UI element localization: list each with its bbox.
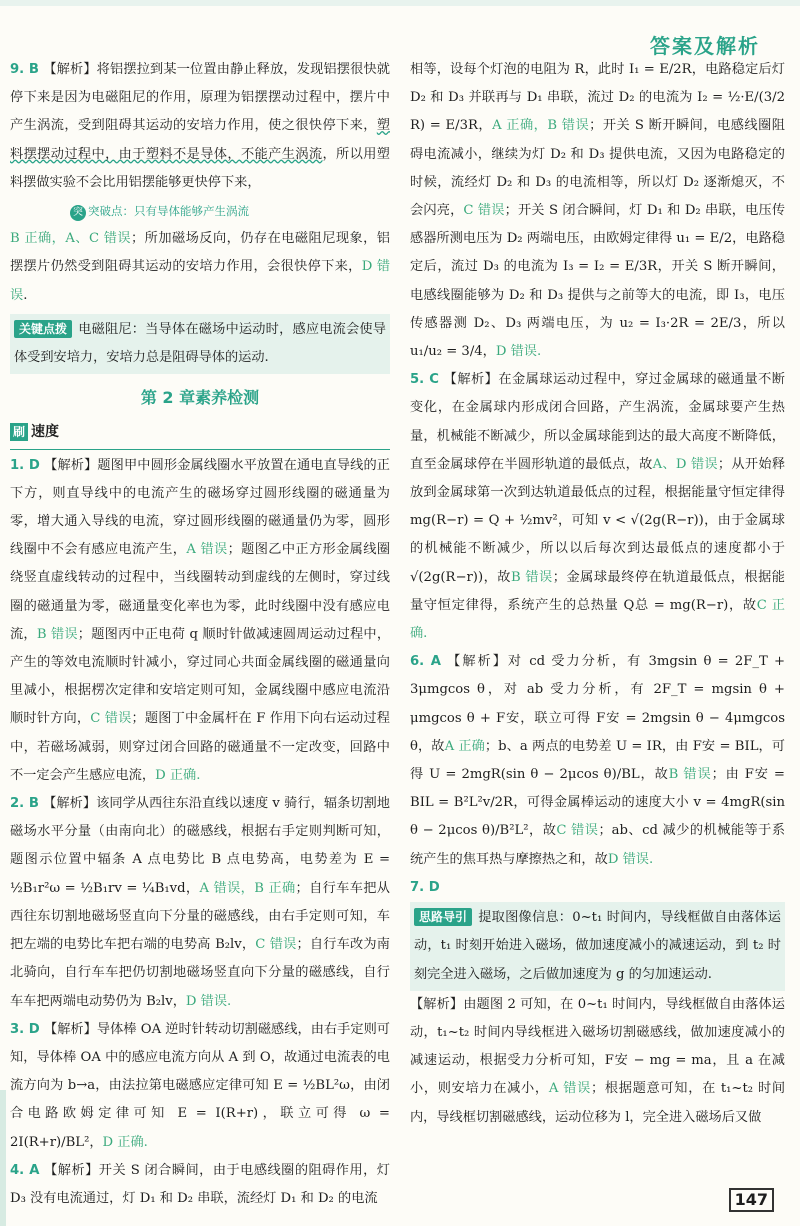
left-column: 9. B 【解析】将铝摆拉到某一位置由静止释放，发现铝摆很快就停下来是因为电磁阻尼的作用，原理为铝摆摆动过程中，摆片中产生涡流，受到阻碍其运动的安培力作用，使之很快停下来，塑料摆摆动过程中，由于塑料不是导体，不能产生涡流，所以用塑料摆做实验不会比用铝摆能够更快停下来， 突 突破点：只有导体能够产生涡流 B 正确，A、C 错误；所加磁场反向，仍存在电磁阻尼现象，铝摆摆片仍然受到阻碍其运动的安培力作用，会很快停下来，D 错误. 关键点拨 电磁阻尼：当导体在磁场中运动时，感应电流会使导体受到安培力，安培力总是阻碍导体的运动. 第 2 章素养检测 刷 速度 1. D 【解析】题图甲中圆形金属线圈水平放置在通电直导线的正下方，则直导线中的电流产生的磁场穿过圆形线圈的磁通量为零，增大通入导线的电流，穿过圆形线圈的磁通量仍为零，圆形线圈中不会有感应电流产生，A 错误；题图乙中正方形金属线圈绕竖直虚线转动的过程中，当线圈转动到虚线的左侧时，穿过线圈的磁通量为零，磁通量变化率也为零，此时线圈中没有感应电流，B 错误；题图丙中正电荷 q 顺时针做减速圆周运动过程中，产生的等效电流顺时针减小，穿过同心共面金属线圈的磁通量向里减小，根据楞次定律和安培定则可知，金属线圈中感应电流沿顺时针方向，C 错误；题图丁中金属杆在 F 作用下向右运动过程中，若磁场减弱，则穿过闭合回路的磁通量不一定改变，回路中不一定会产生感应电流，D 正确. 2. B 【解析】该同学从西往东沿直线以速度 v 骑行，辐条切割地磁场水平分量（由南向北）的磁感线，根据右手定则判断可知，题图示位置中辐条 A 点电势比 B 点电势高，电势差为 E = ½B₁r²ω = ½B₁rv = ¼B₁vd，A 错误，B 正确；自行车车把从西往东切割地磁场竖直向下分量的磁感线，由右手定则可知，车把左端的电势比车把右端的电势高 B₂lv，C 错误；自行车改为南北骑向，自行车车把仍切割地磁场竖直向下分量的磁感线，自行车车把两端电动势仍为 B₂lv，D 错误. 3. D 【解析】导体棒 OA 逆时针转动切割磁感线，由右手定则可知，导体棒 OA 中的感应电流方向从 A 到 O，故通过电流表的电流方向为 b→a，由法拉第电磁感应定律可知 E = ½BL²ω，由闭合电路欧姆定律可知 E = I(R+r)，联立可得 ω = 2I(R+r)/BL²，D 正确. 4. A 【解析】开关 S 闭合瞬间，由于电感线圈的阻碍作用，灯 D₃ 没有电流通过，灯 D₁ 和 D₂ 串联，流经灯 D₁ 和 D₂ 的电流: [10, 56, 390, 1213]
answer-q3: 3. D 【解析】导体棒 OA 逆时针转动切割磁感线，由右手定则可知，导体棒 OA 中的感应电流方向从 A 到 O，故通过电流表的电流方向为 b→a，由法拉第电磁感应定律可知 E = ½BL²ω，由闭合电路欧姆定律可知 E = I(R+r)，联立可得 ω = 2I(R+r)/BL²，D 正确.: [10, 1021, 390, 1150]
page-header-title: 答案及解析: [650, 34, 760, 58]
answer-q1: 1. D 【解析】题图甲中圆形金属线圈水平放置在通电直导线的正下方，则直导线中的电流产生的磁场穿过圆形线圈的磁通量为零，增大通入导线的电流，穿过圆形线圈的磁通量仍为零，圆形线圈中不会有感应电流产生，A 错误；题图乙中正方形金属线圈绕竖直虚线转动的过程中，当线圈转动到虚线的左侧时，穿过线圈的磁通量为零，磁通量变化率也为零，此时线圈中没有感应电流，B 错误；题图丙中正电荷 q 顺时针做减速圆周运动过程中，产生的等效电流顺时针减小，穿过同心共面金属线圈的磁通量向里减小，根据楞次定律和安培定则可知，金属线圈中感应电流沿顺时针方向，C 错误；题图丁中金属杆在 F 作用下向右运动过程中，若磁场减弱，则穿过闭合回路的磁通量不一定改变，回路中不一定会产生感应电流，D 正确.: [10, 457, 391, 783]
speed-heading: 刷 速度: [10, 418, 390, 449]
q9-hint: 突 突破点：只有导体能够产生涡流: [10, 197, 390, 225]
page-number: 147: [729, 1188, 774, 1212]
brush-icon: 刷: [10, 423, 28, 441]
answer-q2: 2. B 【解析】该同学从西往东沿直线以速度 v 骑行，辐条切割地磁场水平分量（由南向北）的磁感线，根据右手定则判断可知，题图示位置中辐条 A 点电势比 B 点电势高，电势差为 E = ½B₁r²ω = ½B₁rv = ¼B₁vd，A 错误，B 正确；自行车车把从西往东切割地磁场竖直向下分量的磁感线，由右手定则可知，车把左端的电势比车把右端的电势高 B₂lv，C 错误；自行车改为南北骑向，自行车车把仍切割地磁场竖直向下分量的磁感线，自行车车把两端电动势仍为 B₂lv，D 错误.: [10, 796, 390, 1009]
side-decoration: [0, 1090, 6, 1226]
right-column: 相等，设每个灯泡的电阻为 R，此时 I₁ = E/2R，电路稳定后灯 D₂ 和 D₃ 并联再与 D₁ 串联，流过 D₂ 的电流为 I₂ = ½·E/(3/2 R) = E/3R，A 正确，B 错误；开关 S 断开瞬间，电感线圈阻碍电流减小，继续为灯 D₂ 和 D₃ 提供电流，又因为电路稳定的时候，流经灯 D₂ 和 D₃ 的电流相等，所以灯 D₂ 逐渐熄灭，不会闪亮，C 错误；开关 S 闭合瞬间，灯 D₁ 和 D₂ 串联，电压传感器所测电压为 D₂ 两端电压，由欧姆定律得 u₁ = E/2，电路稳定后，流过 D₃ 的电流为 I₃ = I₂ = E/3R，开关 S 断开瞬间，电感线圈能够为 D₂ 和 D₃ 提供与之前等大的电流，即 I₃，电压传感器测 D₂、D₃ 两端电压，为 u₂ = I₃·2R = 2E/3，所以 u₁/u₂ = 3/4，D 错误. 5. C 【解析】在金属球运动过程中，穿过金属球的磁通量不断变化，在金属球内形成闭合回路，产生涡流，金属球要产生热量，机械能不断减少，所以金属球能到达的最大高度不断降低，直至金属球停在半圆形轨道的最低点，故A、D 错误；从开始释放到金属球第一次到达轨道最低点的过程，根据能量守恒定律得 mg(R−r) = Q + ½mv²，可知 v < √(2g(R−r))，由于金属球的机械能不断减少，所以以后每次到达最低点的速度都小于 √(2g(R−r))，故B 错误；金属球最终停在轨道最低点，根据能量守恒定律得，系统产生的总热量 Q总 = mg(R−r)，故C 正确. 6. A 【解析】对 cd 受力分析，有 3mgsin θ = 2F_T + 3μmgcos θ，对 ab 受力分析，有 2F_T = mgsin θ + μmgcos θ + F安，联立可得 F安 = 2mgsin θ − 4μmgcos θ，故A 正确；b、a 两点的电势差 U = IR，由 F安 = BIL，可得 U = 2mgR(sin θ − 2μcos θ)/BL，故B 错误；由 F安 = BIL = B²L²v/2R，可得金属棒运动的速度大小 v = 4mgR(sin θ − 2μcos θ)/B²L²，故C 错误；ab、cd 减少的机械能等于系统产生的焦耳热与摩擦热之和，故D 错误. 7. D 思路导引 提取图像信息：0~t₁ 时间内，导线框做自由落体运动，t₁ 时刻开始进入磁场，做加速度减小的减速运动，到 t₂ 时刻完全进入磁场，之后做加速度为 g 的匀加速运动. 【解析】由题图 2 可知，在 0~t₁ 时间内，导线框做自由落体运动，t₁~t₂ 时间内导线框进入磁场切割磁感线，做加速度减小的减速运动，根据受力分析可知，F安 − mg = ma，且 a 在减小，则安培力在减小，A 错误；根据题意可知，在 t₁~t₂ 时间内，导线框切割磁感线，运动位移为 l，完全进入磁场后又做: [410, 56, 785, 1132]
answer-q6: 6. A 【解析】对 cd 受力分析，有 3mgsin θ = 2F_T + 3μmgcos θ，对 ab 受力分析，有 2F_T = mgsin θ + μmgcos θ + F安，联立可得 F安 = 2mgsin θ − 4μmgcos θ，故A 正确；b、a 两点的电势差 U = IR，由 F安 = BIL，可得 U = 2mgR(sin θ − 2μcos θ)/BL，故B 错误；由 F安 = BIL = B²L²v/2R，可得金属棒运动的速度大小 v = 4mgR(sin θ − 2μcos θ)/B²L²，故C 错误；ab、cd 减少的机械能等于系统产生的焦耳热与摩擦热之和，故D 错误.: [410, 654, 786, 867]
answer-q9: 9. B 【解析】将铝摆拉到某一位置由静止释放，发现铝摆很快就停下来是因为电磁阻尼的作用，原理为铝摆摆动过程中，摆片中产生涡流，受到阻碍其运动的安培力作用，使之很快停下来，塑料摆摆动过程中，由于塑料不是导体，不能产生涡流，所以用塑料摆做实验不会比用铝摆能够更快停下来，: [10, 62, 390, 190]
breakthrough-icon: 突: [70, 205, 86, 221]
q9-number: 9. B: [10, 62, 39, 77]
answer-q4: 4. A 【解析】开关 S 闭合瞬间，由于电感线圈的阻碍作用，灯 D₃ 没有电流通过，灯 D₁ 和 D₂ 串联，流经灯 D₁ 和 D₂ 的电流: [10, 1162, 390, 1206]
q9-underlined: 塑料摆摆动过程中，由于塑料不是导体，不能产生涡流: [10, 118, 390, 162]
answer-q7: 7. D: [410, 879, 440, 895]
thinking-guide-box: 思路导引 提取图像信息：0~t₁ 时间内，导线框做自由落体运动，t₁ 时刻开始进入磁场，做加速度减小的减速运动，到 t₂ 时刻完全进入磁场，之后做加速度为 g 的匀加速运动.: [410, 902, 785, 991]
answer-q5: 5. C 【解析】在金属球运动过程中，穿过金属球的磁通量不断变化，在金属球内形成闭合回路，产生涡流，金属球要产生热量，机械能不断减少，所以金属球能到达的最大高度不断降低，直至金属球停在半圆形轨道的最低点，故A、D 错误；从开始释放到金属球第一次到达轨道最低点的过程，根据能量守恒定律得 mg(R−r) = Q + ½mv²，可知 v < √(2g(R−r))，由于金属球的机械能不断减少，所以以后每次到达最低点的速度都小于 √(2g(R−r))，故B 错误；金属球最终停在轨道最低点，根据能量守恒定律得，系统产生的总热量 Q总 = mg(R−r)，故C 正确.: [410, 372, 786, 642]
section-title: 第 2 章素养检测: [140, 388, 260, 408]
thinking-guide-tag: 思路导引: [414, 908, 472, 926]
answer-q4-continued: 相等，设每个灯泡的电阻为 R，此时 I₁ = E/2R，电路稳定后灯 D₂ 和 D₃ 并联再与 D₁ 串联，流过 D₂ 的电流为 I₂ = ½·E/(3/2 R) = E/3R，A 正确，B 错误；开关 S 断开瞬间，电感线圈阻碍电流减小，继续为灯 D₂ 和 D₃ 提供电流，又因为电路稳定的时候，流经灯 D₂ 和 D₃ 的电流相等，所以灯 D₂ 逐渐熄灭，不会闪亮，C 错误；开关 S 闭合瞬间，灯 D₁ 和 D₂ 串联，电压传感器所测电压为 D₂ 两端电压，由欧姆定律得 u₁ = E/2，电路稳定后，流过 D₃ 的电流为 I₃ = I₂ = E/3R，开关 S 断开瞬间，电感线圈能够为 D₂ 和 D₃ 提供与之前等大的电流，即 I₃，电压传感器测 D₂、D₃ 两端电压，为 u₂ = I₃·2R = 2E/3，所以 u₁/u₂ = 3/4，D 错误.: [410, 62, 786, 360]
key-point-tag: 关键点拨: [14, 320, 72, 338]
top-decoration: [0, 0, 800, 6]
key-point-box: 关键点拨 电磁阻尼：当导体在磁场中运动时，感应电流会使导体受到安培力，安培力总是阻碍导体的运动.: [10, 314, 390, 374]
